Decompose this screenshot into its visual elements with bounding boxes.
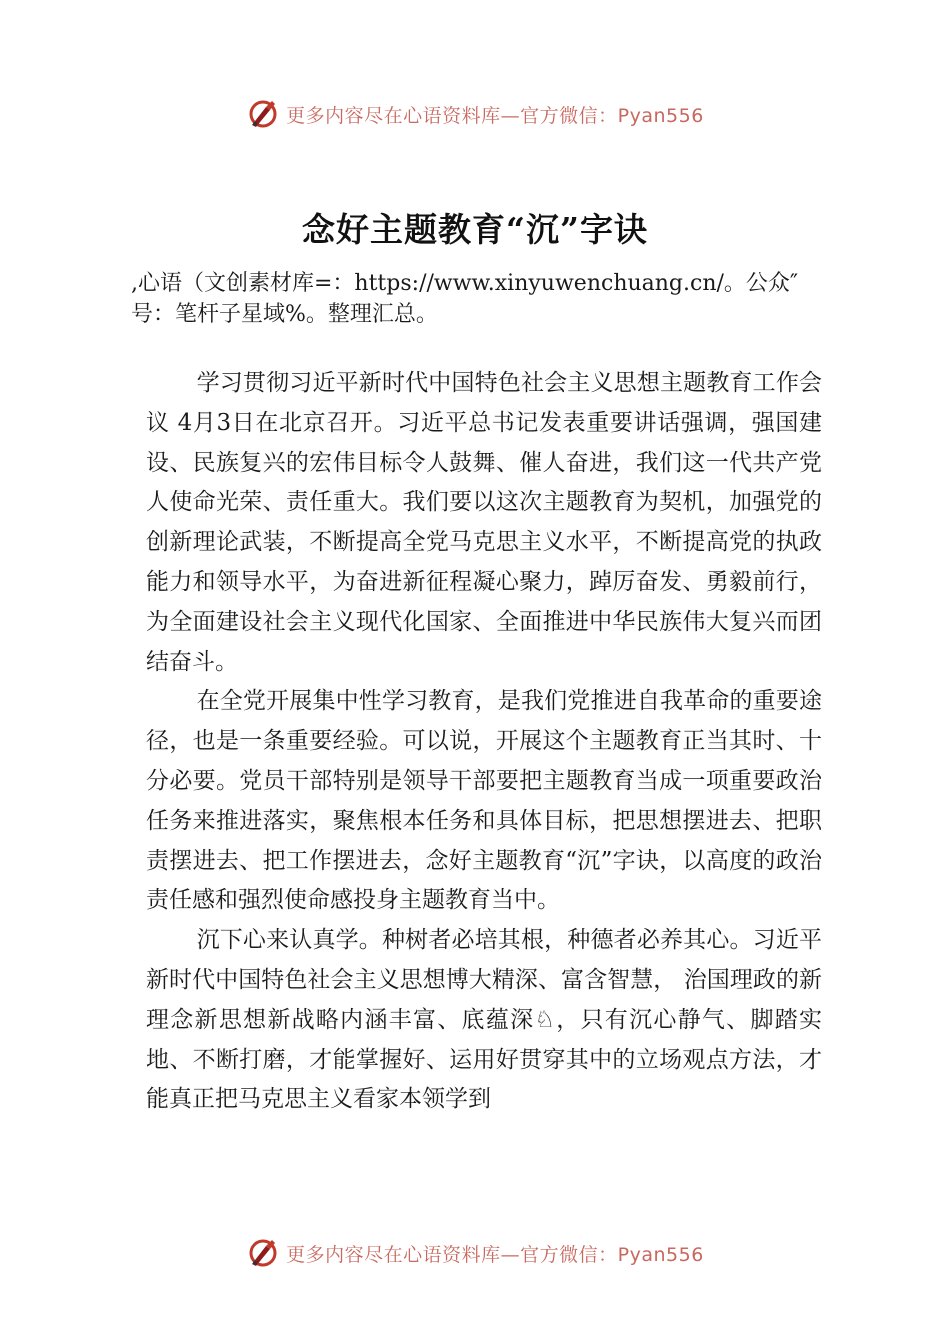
paragraph-3: 沉下心来认真学。种树者必培其根，种德者必养其心。习近平新时代中国特色社会主义思想博大精深、富含智慧， 治国理政的新理念新思想新战略内涵丰富、底蕴深♘，只有沉心静气、脚踏实地、不断打磨，才能掌握好、运用好贯穿其中的立场观点方法，才能真正把马克思主义看家本领学到 [146, 927, 822, 1113]
paragraph-1: 学习贯彻习近平新时代中国特色社会主义思想主题教育工作会议 4月3日在北京召开。习近平总书记发表重要讲话强调，强国建设、民族复兴的宏伟目标令人鼓舞、催人奋进，我们这一代共产党人使命光荣、责任重大。我们要以这次主题教育为契机，加强党的创新理论武装，不断提高全党马克思主义水平，不断提高党的执政能力和领导水平，为奋进新征程凝心聚力，踔厉奋发、勇毅前行，为全面建设社会主义现代化国家、全面推进中华民族伟大复兴而团结奋斗。 [146, 370, 822, 675]
document-body [146, 364, 822, 1120]
document-title: 念好主题教育“沉”字诀 [302, 210, 648, 249]
footer-watermark [0, 1233, 950, 1273]
watermark-text: 更多内容尽在心语资料库—官方微信：Pyan556 [286, 104, 704, 127]
wechat-id: Pyan556 [617, 1243, 704, 1266]
pen-logo-icon [246, 1236, 280, 1270]
pen-logo-icon [246, 97, 280, 131]
source-line: ,心语（文创素材库=：https://www.xinyuwenchuang.cn/。公众″号：笔杆子星域%。整理汇总。 [131, 271, 799, 327]
wechat-id: Pyan556 [617, 104, 704, 127]
watermark-text: 更多内容尽在心语资料库—官方微信：Pyan556 [286, 1243, 704, 1266]
header-watermark [0, 94, 950, 134]
paragraph-2: 在全党开展集中性学习教育，是我们党推进自我革命的重要途径，也是一条重要经验。可以说，开展这个主题教育正当其时、十分必要。党员干部特别是领导干部要把主题教育当成一项重要政治任务来推进落实，聚焦根本任务和具体目标，把思想摆进去、把职责摆进去、把工作摆进去，念好主题教育“沉”字诀，以高度的政治责任感和强烈使命感投身主题教育当中。 [146, 688, 822, 914]
